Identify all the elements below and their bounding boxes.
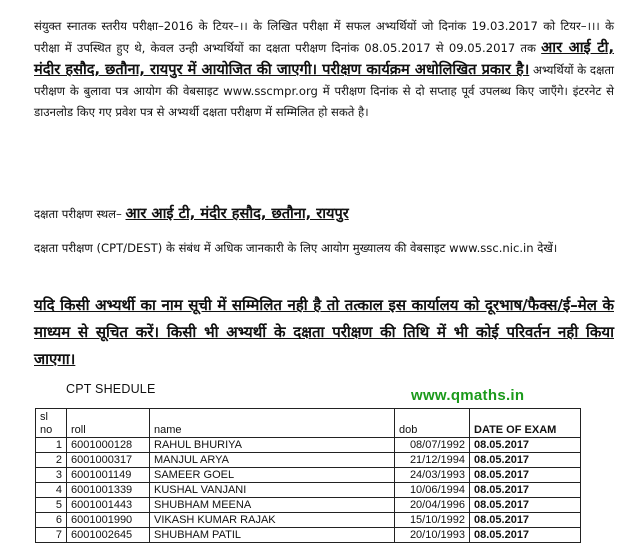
cell-dob: 20/10/1993 xyxy=(395,528,470,543)
cell-sl: 1 xyxy=(36,438,67,453)
cell-name: KUSHAL VANJANI xyxy=(150,483,395,498)
cell-date: 08.05.2017 xyxy=(470,513,581,528)
cell-dob: 15/10/1992 xyxy=(395,513,470,528)
intro-text: संयुक्त स्नातक स्तरीय परीक्षा–2016 के टियर–।। के लिखित परीक्षा में सफल अभ्यर्थियों जो दिनांक 19.03.2017 को टियर–।।। के परीक्षा में उपस्थित हुए थे, केवल उन्ही अभ्यर्थियों का दक्षता परीक्षण दिनांक 08.05.2017 से 09.05.2017 तक xyxy=(34,19,614,55)
header-roll: roll xyxy=(67,409,150,438)
warning-paragraph: यदि किसी अभ्यर्थी का नाम सूची में सम्मिलित नही है तो तत्काल इस कार्यालय को दूरभाष/फैक्स/ई–मेल के माध्यम से सूचित करें। किसी भी अभ्यर्थी के दक्षता परीक्षण की तिथि में भी कोई परिवर्तन नही किया जाएगा। xyxy=(34,296,614,368)
cell-date: 08.05.2017 xyxy=(470,483,581,498)
cell-roll: 6001001149 xyxy=(67,468,150,483)
cell-date: 08.05.2017 xyxy=(470,528,581,543)
cell-sl: 5 xyxy=(36,498,67,513)
cell-roll: 6001001339 xyxy=(67,483,150,498)
table-row xyxy=(36,468,581,483)
header-dob: dob xyxy=(395,409,470,438)
cell-name: MANJUL ARYA xyxy=(150,453,395,468)
cell-name: VIKASH KUMAR RAJAK xyxy=(150,513,395,528)
cell-name: SHUBHAM PATIL xyxy=(150,528,395,543)
cell-roll: 6001000317 xyxy=(67,453,150,468)
cell-date: 08.05.2017 xyxy=(470,438,581,453)
table-row xyxy=(36,438,581,453)
schedule-title: CPT SHEDULE xyxy=(66,382,156,396)
venue-emphasis-text: आर आई टी, मंदीर हसौद, छतौना, रायपुर में आयोजित की जाएगी। परीक्षण कार्यक्रम अधोलिखित प्रकार है। xyxy=(34,39,615,78)
header-name: name xyxy=(150,409,395,438)
website-watermark: www.qmaths.in xyxy=(411,387,525,404)
info-paragraph: दक्षता परीक्षण (CPT/DEST) के संबंध में अधिक जानकारी के लिए आयोग मुख्यालय की वेबसाइट www.ssc.nic.in देखें। xyxy=(34,241,558,255)
cell-sl: 3 xyxy=(36,468,67,483)
cell-name: SAMEER GOEL xyxy=(150,468,395,483)
table-row xyxy=(36,483,581,498)
cell-sl: 2 xyxy=(36,453,67,468)
cell-dob: 20/04/1996 xyxy=(395,498,470,513)
table-row xyxy=(36,528,581,543)
cell-dob: 10/06/1994 xyxy=(395,483,470,498)
cell-roll: 6001000128 xyxy=(67,438,150,453)
venue-label: दक्षता परीक्षण स्थल– xyxy=(34,207,122,221)
cell-name: SHUBHAM MEENA xyxy=(150,498,395,513)
table-row xyxy=(36,498,581,513)
cell-name: RAHUL BHURIYA xyxy=(150,438,395,453)
cell-dob: 08/07/1992 xyxy=(395,438,470,453)
schedule-table xyxy=(35,408,581,543)
header-date: DATE OF EXAM xyxy=(470,409,581,438)
notice-paragraph-1 xyxy=(34,16,614,123)
table-row xyxy=(36,513,581,528)
cell-roll: 6001001443 xyxy=(67,498,150,513)
venue-value: आर आई टी, मंदीर हसौद, छतौना, रायपुर xyxy=(125,205,349,222)
cell-date: 08.05.2017 xyxy=(470,453,581,468)
cell-sl: 4 xyxy=(36,483,67,498)
admit-card-text: अभ्यर्थियों के दक्षता परीक्षण के बुलावा पत्र आयोग की वेबसाइट www.sscmpr.org में परीक्षण दिनांक से दो सप्ताह पूर्व उपलब्ध किए जाएँगे। इंटरनेट से डाउनलोड किए गए प्रवेश पत्र से अभ्यर्थी दक्षता परीक्षण में सम्मिलित हो सकते है। xyxy=(34,63,614,119)
cell-sl: 7 xyxy=(36,528,67,543)
cell-date: 08.05.2017 xyxy=(470,498,581,513)
header-sl-label: sl no xyxy=(40,411,53,436)
cell-roll: 6001002645 xyxy=(67,528,150,543)
cell-sl: 6 xyxy=(36,513,67,528)
cell-dob: 21/12/1994 xyxy=(395,453,470,468)
cell-dob: 24/03/1993 xyxy=(395,468,470,483)
cell-date: 08.05.2017 xyxy=(470,468,581,483)
cell-roll: 6001001990 xyxy=(67,513,150,528)
table-header-row xyxy=(36,409,581,438)
venue-paragraph xyxy=(34,203,614,225)
header-sl xyxy=(36,409,67,438)
table-row xyxy=(36,453,581,468)
